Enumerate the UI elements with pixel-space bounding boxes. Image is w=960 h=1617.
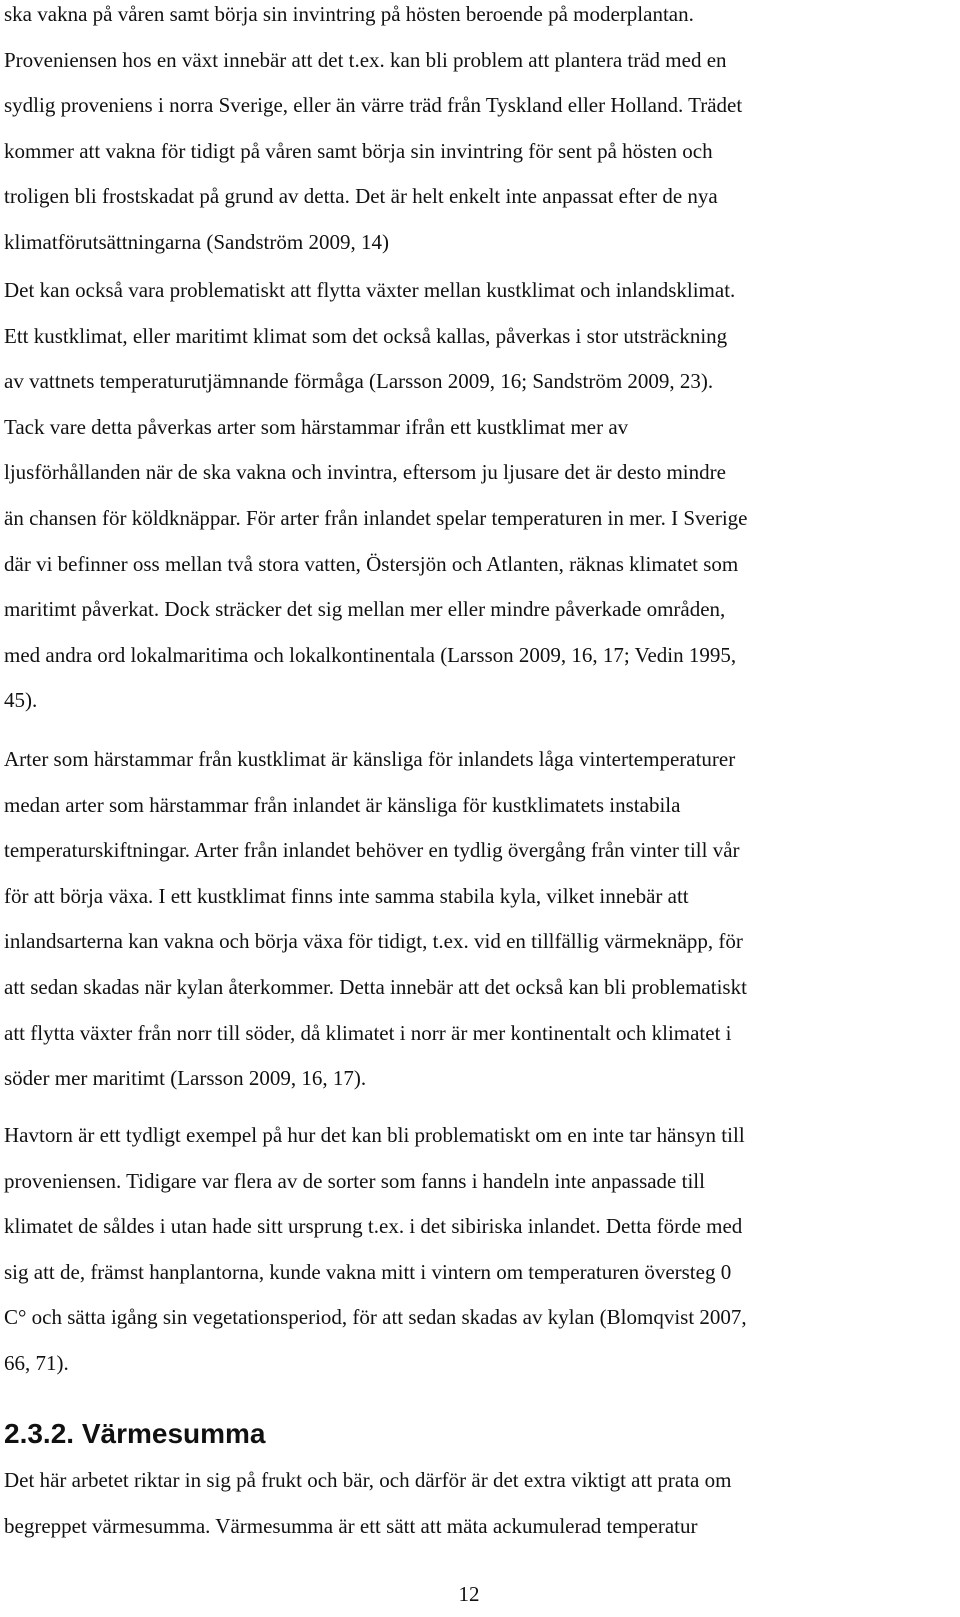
- text-line: klimatförutsättningarna (Sandström 2009, 14): [4, 229, 389, 254]
- text-line: av vattnets temperaturutjämnande förmåga (Larsson 2009, 16; Sandström 2009, 23).: [4, 369, 714, 394]
- text-line: med andra ord lokalmaritima och lokalkontinentala (Larsson 2009, 16, 17; Vedin 1995,: [4, 642, 737, 667]
- text-line: där vi befinner oss mellan två stora vatten, Östersjön och Atlanten, räknas klimatet som: [4, 551, 739, 576]
- text-line: proveniensen. Tidigare var flera av de sorter som fanns i handeln inte anpassade till: [4, 1168, 705, 1193]
- text-line: att flytta växter från norr till söder, då klimatet i norr är mer kontinentalt och klimatet i: [4, 1020, 732, 1045]
- page-number: 12: [458, 1582, 480, 1606]
- text-line: Arter som härstammar från kustklimat är känsliga för inlandets låga vintertemperaturer: [4, 747, 736, 771]
- text-line: ska vakna på våren samt börja sin invintring på hösten beroende på moderplantan.: [4, 2, 694, 26]
- text-line: för att börja växa. I ett kustklimat finns inte samma stabila kyla, vilket innebär att: [4, 883, 689, 908]
- text-line: sig att de, främst hanplantorna, kunde vakna mitt i vintern om temperaturen översteg 0: [4, 1259, 732, 1284]
- text-line: begreppet värmesumma. Värmesumma är ett sätt att mäta ackumulerad temperatur: [4, 1513, 698, 1538]
- paragraph-varmesumma: [4, 1458, 731, 1549]
- text-line: inlandsarterna kan vakna och börja växa för tidigt, t.ex. vid en tillfällig värmeknäpp, för: [4, 929, 743, 954]
- text-line: söder mer maritimt (Larsson 2009, 16, 17).: [4, 1066, 367, 1091]
- text-line: kommer att vakna för tidigt på våren samt börja sin invintring för sent på hösten och: [4, 138, 713, 163]
- text-line: Tack vare detta påverkas arter som härstammar ifrån ett kustklimat mer av: [4, 414, 629, 439]
- text-line: 66, 71).: [4, 1350, 69, 1375]
- section-heading: 2.3.2. Värmesumma: [4, 1418, 266, 1449]
- paragraph-proveniens: [4, 0, 742, 266]
- text-line: Det kan också vara problematiskt att flytta växter mellan kustklimat och inlandsklimat.: [4, 278, 736, 302]
- text-line: klimatet de såldes i utan hade sitt ursprung t.ex. i det sibiriska inlandet. Detta förde med: [4, 1214, 743, 1239]
- paragraph-kustklimat: [4, 268, 747, 724]
- text-line: Ett kustklimat, eller maritimt klimat som det också kallas, påverkas i stor utsträckning: [4, 323, 728, 348]
- paragraph-havtorn: [4, 1113, 747, 1387]
- text-line: temperaturskiftningar. Arter från inlandet behöver en tydlig övergång från vinter till vår: [4, 838, 740, 863]
- text-line: ljusförhållanden när de ska vakna och invintra, eftersom ju ljusare det är desto mindre: [4, 460, 726, 485]
- text-line: 45).: [4, 688, 38, 713]
- text-line: C° och sätta igång sin vegetationsperiod, för att sedan skadas av kylan (Blomqvist 2007,: [4, 1305, 747, 1330]
- text-line: troligen bli frostskadat på grund av detta. Det är helt enkelt inte anpassat efter de nya: [4, 184, 718, 209]
- paragraph-arter-kustklimat: [4, 737, 747, 1102]
- text-line: sydlig proveniens i norra Sverige, eller än värre träd från Tyskland eller Holland. Trädet: [4, 93, 743, 118]
- text-line: medan arter som härstammar från inlandet är känsliga för kustklimatets instabila: [4, 792, 681, 817]
- text-line: Det här arbetet riktar in sig på frukt och bär, och därför är det extra viktigt att prata om: [4, 1468, 732, 1492]
- text-line: Havtorn är ett tydligt exempel på hur det kan bli problematiskt om en inte tar hänsyn till: [4, 1123, 745, 1147]
- text-line: Proveniensen hos en växt innebär att det t.ex. kan bli problem att plantera träd med en: [4, 47, 727, 72]
- text-line: att sedan skadas när kylan återkommer. Detta innebär att det också kan bli problematiskt: [4, 974, 747, 999]
- text-line: maritimt påverkat. Dock sträcker det sig mellan mer eller mindre påverkade områden,: [4, 597, 726, 622]
- text-line: än chansen för köldknäppar. För arter från inlandet spelar temperaturen in mer. I Sverige: [4, 505, 748, 530]
